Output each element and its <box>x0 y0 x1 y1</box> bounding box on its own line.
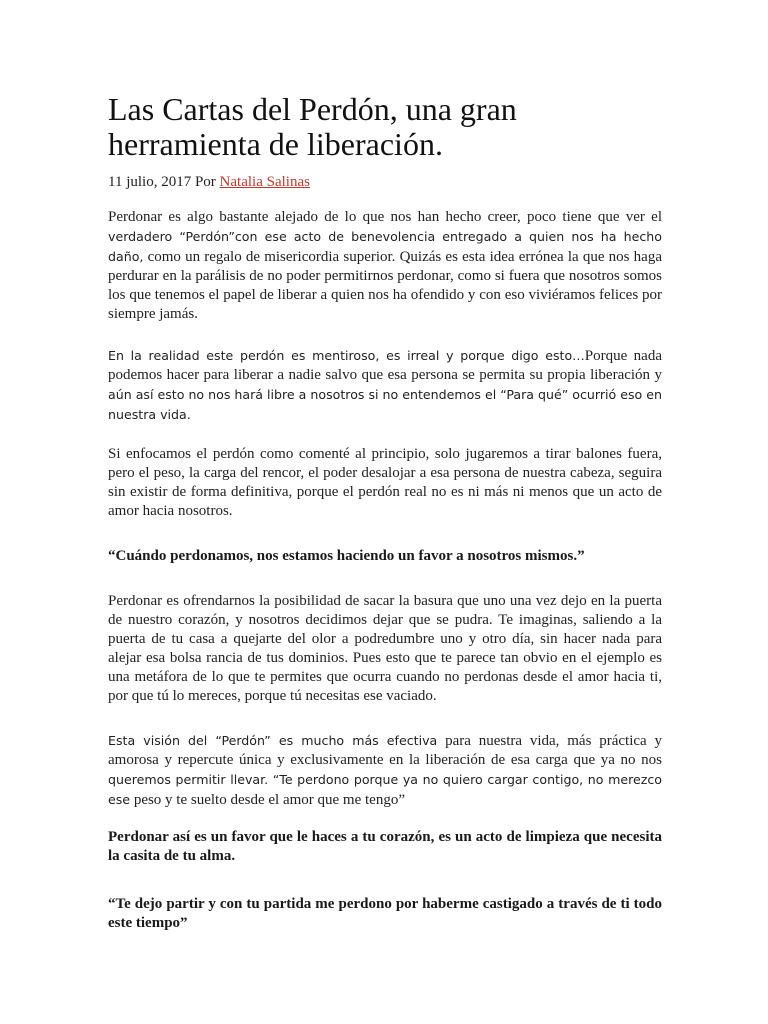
paragraph-2-part-a: En la realidad este perdón es mentiroso, es irreal y porque digo esto… <box>108 348 585 363</box>
paragraph-1-part-a: Perdonar es algo bastante alejado de lo que nos han hecho creer, poco tiene que ver el <box>108 209 662 225</box>
article-meta <box>108 172 310 192</box>
paragraph-3: Si enfocamos el perdón como comenté al principio, solo jugaremos a tirar balones fuera, pero el peso, la carga del rencor, el poder desalojar a esa persona de nuestra cabeza, seguira sin existir de forma definitiva, porque el perdón real no es ni más ni menos que un acto de amor hacia nosotros. <box>108 446 662 519</box>
paragraph-5-part-c: queremos permitir llevar. “Te perdono porque ya no quiero cargar contigo, no merezco ese <box>108 772 662 807</box>
paragraph-1-part-b: verdadero “Perdón”con ese acto de benevolencia entregado a quien nos ha hecho daño, <box>108 229 662 264</box>
paragraph-5-part-d: peso y te suelto desde el amor que me tengo” <box>130 792 405 808</box>
article-title: Las Cartas del Perdón, una gran herramienta de liberación. <box>108 91 517 162</box>
paragraph-2 <box>108 346 662 425</box>
paragraph-2-part-b: Porque nada podemos hacer para liberar a nadie salvo que esa persona se permita su propia liberación y <box>108 348 663 383</box>
paragraph-5 <box>108 731 662 810</box>
article-date: 11 julio, 2017 <box>108 174 192 190</box>
paragraph-1-part-c: como un regalo de misericordia superior. Quizás es esta idea errónea la que nos haga perdurar en la parálisis de no poder permitirnos perdonar, como si fuera que nosotros somos los que tenemos el papel de liberar a quien nos ha ofendido y con eso viviéramos felices por siempre jamás. <box>108 249 662 322</box>
quote-1: “Cuándo perdonamos, nos estamos haciendo un favor a nosotros mismos.” <box>108 548 585 564</box>
paragraph-4: Perdonar es ofrendarnos la posibilidad de sacar la basura que uno una vez dejo en la puerta de nuestro corazón, y nosotros decidimos dejar que se pudra. Te imaginas, saliendo a la puerta de tu casa a quejarte del olor a podredumbre uno y otro día, sin hacer nada para alejar esa bolsa rancia de tus dominios. Pues esto que te parece tan obvio en el ejemplo es una metáfora de lo que te permites que ocurra cuando no perdonas desde el amor hacia ti, por que tú lo mereces, porque tú necesitas ese vaciado. <box>108 593 662 704</box>
article-by: Por <box>194 174 216 190</box>
author-link[interactable]: Natalia Salinas <box>219 174 310 190</box>
quote-3: “Te dejo partir y con tu partida me perdono por haberme castigado a través de ti todo este tiempo” <box>108 896 662 931</box>
paragraph-1 <box>108 208 662 324</box>
paragraph-5-part-b: para nuestra vida, más práctica y amorosa y repercute única y exclusivamente en la liberación de esa carga que ya no nos <box>108 733 662 768</box>
paragraph-5-part-a: Esta visión del “Perdón” es mucho más efectiva <box>108 733 438 748</box>
paragraph-2-part-c: aún así esto no nos hará libre a nosotros si no entendemos el “Para qué” ocurrió eso en nuestra vida. <box>108 387 662 422</box>
quote-2: Perdonar así es un favor que le haces a tu corazón, es un acto de limpieza que necesita la casita de tu alma. <box>108 829 662 864</box>
